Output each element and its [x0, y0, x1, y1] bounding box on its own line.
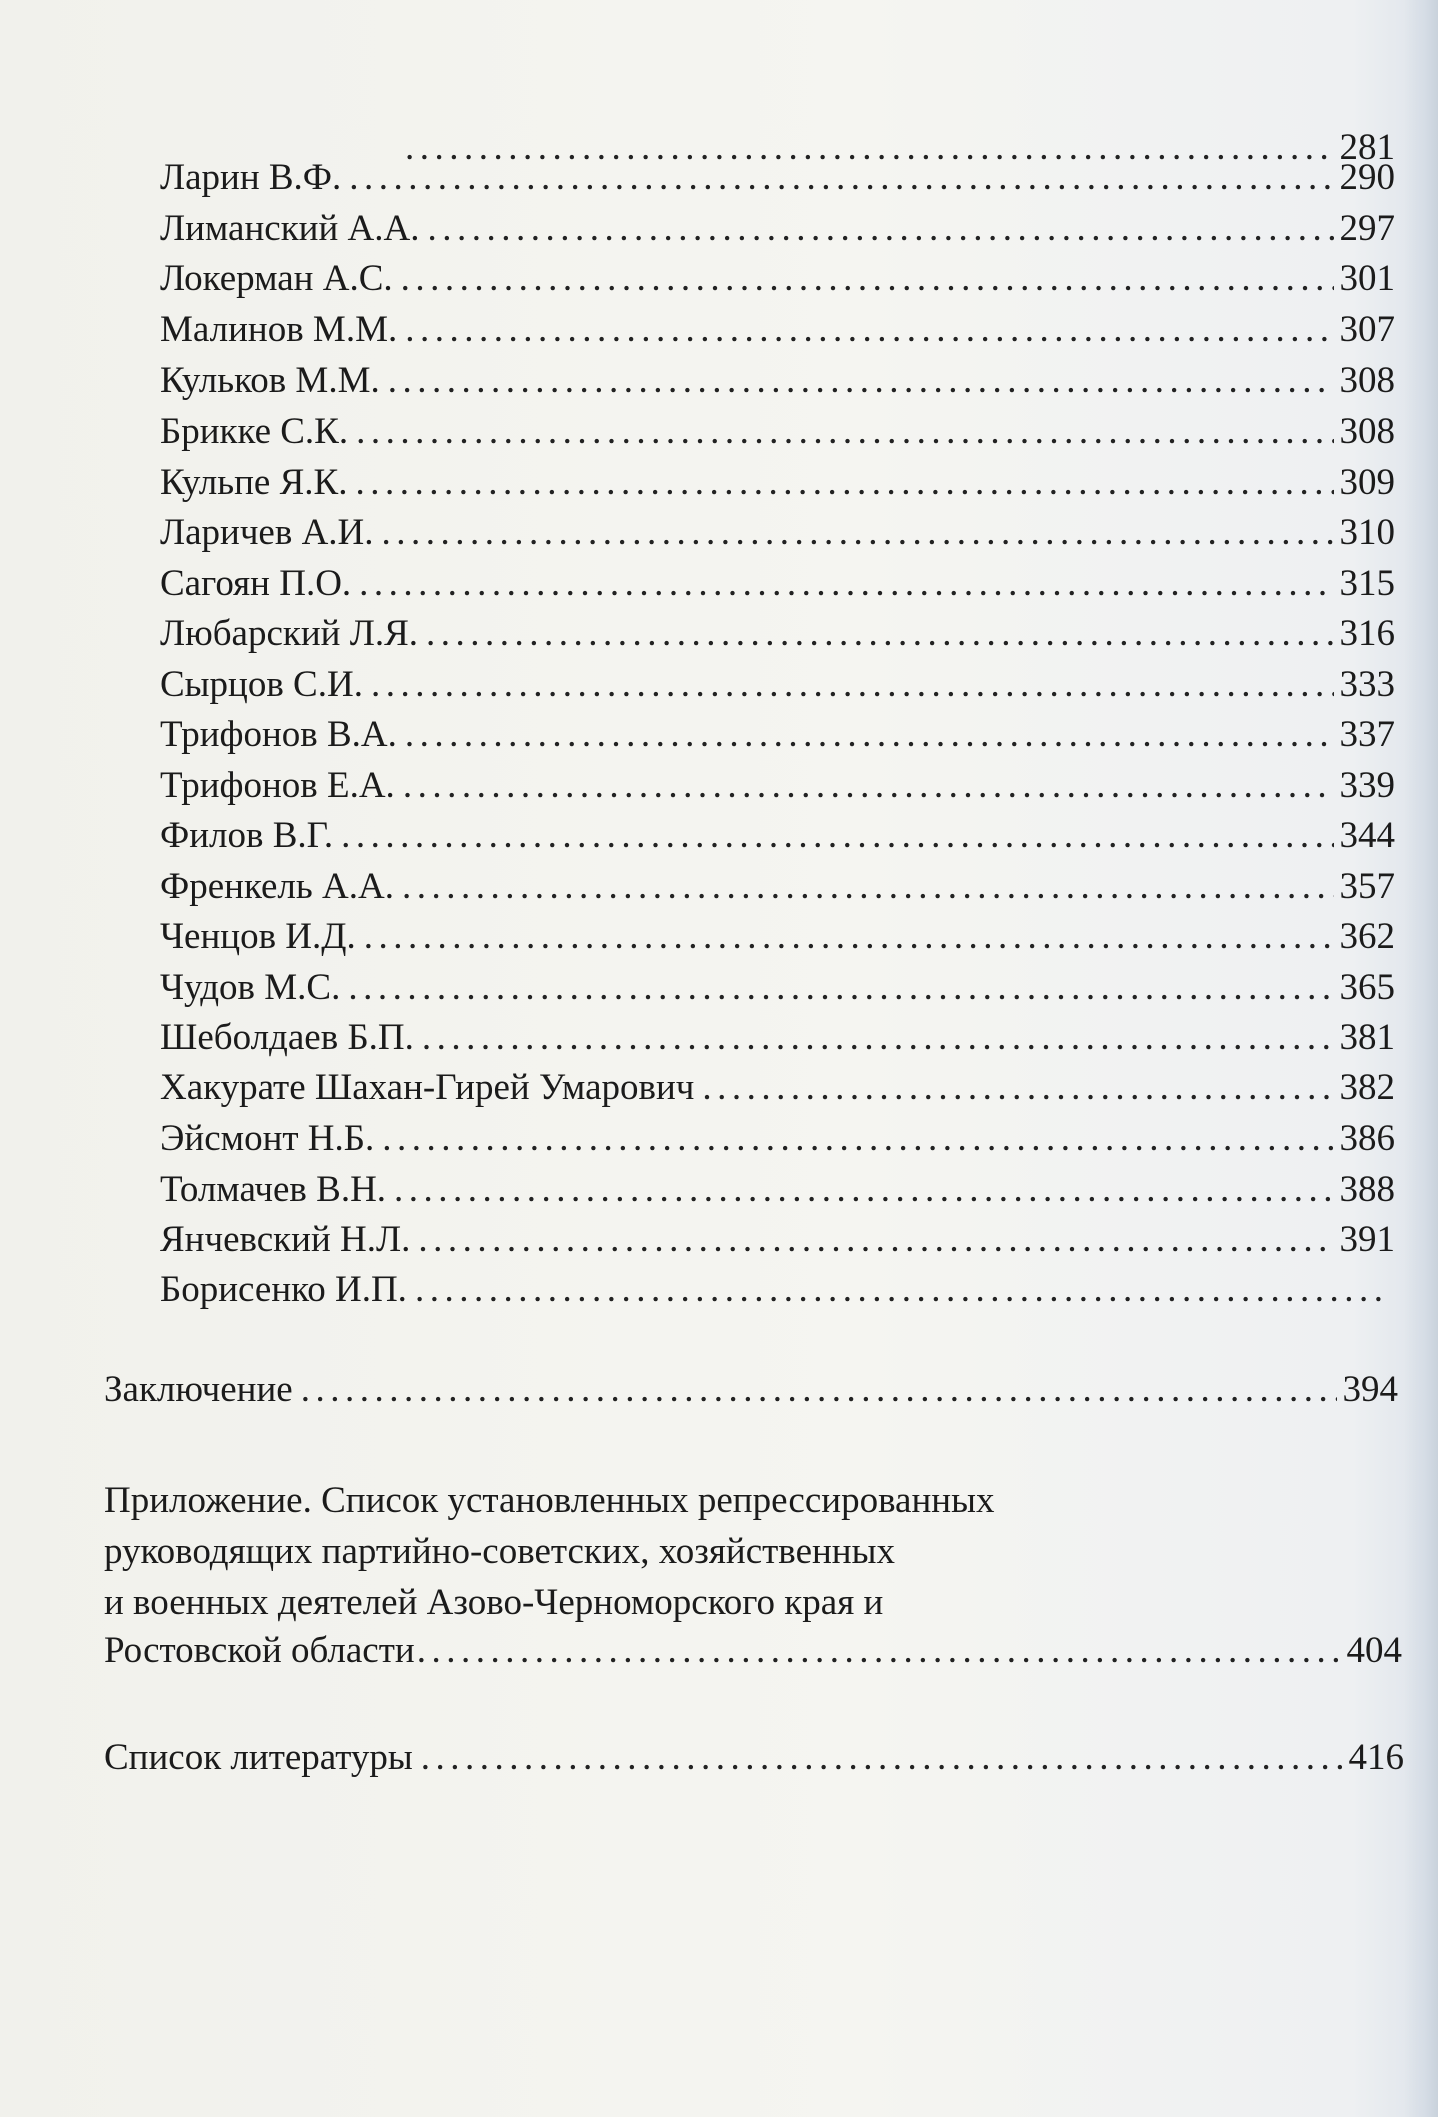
toc-entry-page: 308 — [1339, 360, 1395, 401]
toc-entry — [160, 1220, 1395, 1260]
toc-entry-label: Кульпе Я.К. — [160, 462, 348, 503]
appendix-line: Приложение. Список установленных репрессированных — [104, 1480, 995, 1521]
toc-entry-page: 337 — [1339, 714, 1395, 755]
toc-entry-label: Брикке С.К. — [160, 411, 349, 452]
toc-entry-label: Ченцов И.Д. — [160, 916, 356, 957]
toc-entry — [160, 463, 1395, 503]
toc-entry — [160, 715, 1395, 755]
toc-entry — [160, 867, 1395, 907]
toc-entry-page: 290 — [1339, 157, 1395, 198]
toc-leader-dots — [341, 816, 1333, 856]
toc-leader-dots — [422, 1018, 1334, 1058]
appendix-line: Ростовской области — [104, 1630, 415, 1671]
toc-entry-page: 416 — [1348, 1737, 1404, 1778]
toc-leader-dots — [356, 412, 1333, 452]
toc-entry-page: 316 — [1339, 613, 1395, 654]
toc-entry-label: Список литературы — [104, 1737, 413, 1778]
toc-entry-page: 362 — [1339, 916, 1395, 957]
toc-entry-page: 281 — [1339, 127, 1395, 168]
toc-leader-dots — [421, 1738, 1343, 1778]
appendix-line: руководящих партийно-советских, хозяйственных — [104, 1531, 895, 1572]
toc-entry-label: Филов В.Г. — [160, 815, 334, 856]
toc-entry — [160, 665, 1395, 705]
toc-entry-label: Сагоян П.О. — [160, 563, 352, 604]
toc-leader-dots — [394, 1170, 1333, 1210]
toc-entry — [160, 1270, 1395, 1310]
toc-leader-dots — [348, 968, 1333, 1008]
toc-entry — [160, 1170, 1395, 1210]
toc-entry-label: Хакурате Шахан-Гирей Умарович — [160, 1067, 695, 1108]
toc-entry-label: Любарский Л.Я. — [160, 613, 419, 654]
toc-entry-label: Ларичев А.И. — [160, 512, 374, 553]
toc-entry-label: Борисенко И.П. — [160, 1269, 407, 1310]
toc-entry-page: 404 — [1346, 1630, 1402, 1671]
toc-leader-dots — [301, 1370, 1337, 1410]
toc-leader-dots — [382, 1119, 1333, 1159]
appendix-line: и военных деятелей Азово-Черноморского края и — [104, 1582, 884, 1623]
page-edge-shadow — [1404, 0, 1438, 2117]
toc-entry — [160, 564, 1395, 604]
toc-entry-page: 333 — [1339, 664, 1395, 705]
toc-entry-page: 357 — [1339, 866, 1395, 907]
toc-entry-label: Толмачев В.Н. — [160, 1169, 387, 1210]
toc-entry-page: 391 — [1339, 1219, 1395, 1260]
toc-entry-page: 386 — [1339, 1118, 1395, 1159]
toc-entry-page: 297 — [1339, 208, 1395, 249]
toc-leader-dots — [401, 259, 1334, 299]
toc-entry-page: 309 — [1339, 462, 1395, 503]
toc-entry-label: Сырцов С.И. — [160, 664, 363, 705]
toc-leader-dots — [405, 715, 1334, 755]
toc-leader-dots — [405, 310, 1333, 350]
toc-entry — [160, 259, 1395, 299]
toc-entry — [160, 513, 1395, 553]
toc-entry — [160, 766, 1395, 806]
toc-entry-label: Ларин В.Ф. — [160, 157, 342, 198]
toc-entry — [160, 1068, 1395, 1108]
toc-entry-label: Чудов М.С. — [160, 967, 341, 1008]
toc-entry-label: Шеболдаев Б.П. — [160, 1017, 414, 1058]
toc-entry-label: Янчевский Н.Л. — [160, 1219, 411, 1260]
toc-entry-page: 381 — [1339, 1017, 1395, 1058]
toc-entry-conclusion — [104, 1370, 1398, 1410]
toc-leader-dots — [415, 1270, 1389, 1310]
toc-entry — [160, 158, 1395, 198]
toc-entry-page: 301 — [1339, 258, 1395, 299]
toc-leader-dots — [427, 209, 1333, 249]
toc-leader-dots — [702, 1068, 1333, 1108]
toc-leader-dots — [417, 1631, 1341, 1671]
toc-entry-label: Трифонов Е.А. — [160, 765, 395, 806]
toc-entry-page: 382 — [1339, 1067, 1395, 1108]
toc-entry — [160, 361, 1395, 401]
toc-entry-appendix-last — [104, 1631, 1402, 1671]
toc-leader-dots — [359, 564, 1333, 604]
toc-entry — [160, 614, 1395, 654]
toc-entry — [160, 917, 1395, 957]
toc-leader-dots — [364, 917, 1334, 957]
toc-entry-label: Лиманский А.А. — [160, 208, 420, 249]
toc-entry-page: 388 — [1339, 1169, 1395, 1210]
toc-entry — [160, 1119, 1395, 1159]
toc-entry-label: Заключение — [104, 1369, 293, 1410]
toc-entry — [160, 1018, 1395, 1058]
toc-entry-page: 307 — [1339, 309, 1395, 350]
toc-entry — [160, 816, 1395, 856]
toc-entry-literature — [104, 1738, 1404, 1778]
toc-entry-label: Кульков М.М. — [160, 360, 380, 401]
toc-entry-label: Эйсмонт Н.Б. — [160, 1118, 375, 1159]
toc-leader-dots — [388, 361, 1334, 401]
toc-leader-dots — [371, 665, 1334, 705]
toc-entry — [160, 968, 1395, 1008]
toc-leader-dots — [355, 463, 1333, 503]
toc-entry-page: 339 — [1339, 765, 1395, 806]
toc-leader-dots — [418, 1220, 1333, 1260]
toc-entry-appendix — [104, 1475, 1404, 1628]
toc-entry-page: 344 — [1339, 815, 1395, 856]
toc-entry-label: Френкель А.А. — [160, 866, 394, 907]
toc-entry-page: 315 — [1339, 563, 1395, 604]
toc-entry — [160, 310, 1395, 350]
toc-entry — [160, 412, 1395, 452]
toc-leader-dots — [382, 513, 1334, 553]
toc-leader-dots — [426, 614, 1333, 654]
toc-entry-page: 394 — [1342, 1369, 1398, 1410]
toc-entry-page: 310 — [1339, 512, 1395, 553]
toc-leader-dots — [403, 766, 1334, 806]
toc-entry-page: 365 — [1339, 967, 1395, 1008]
toc-leader-dots — [349, 158, 1333, 198]
toc-entry-label: Трифонов В.А. — [160, 714, 397, 755]
toc-leader-dots — [402, 867, 1334, 907]
toc-entry — [160, 209, 1395, 249]
toc-entry-page: 308 — [1339, 411, 1395, 452]
toc-entry-label: Локерман А.С. — [160, 258, 393, 299]
toc-entry-label: Малинов М.М. — [160, 309, 398, 350]
